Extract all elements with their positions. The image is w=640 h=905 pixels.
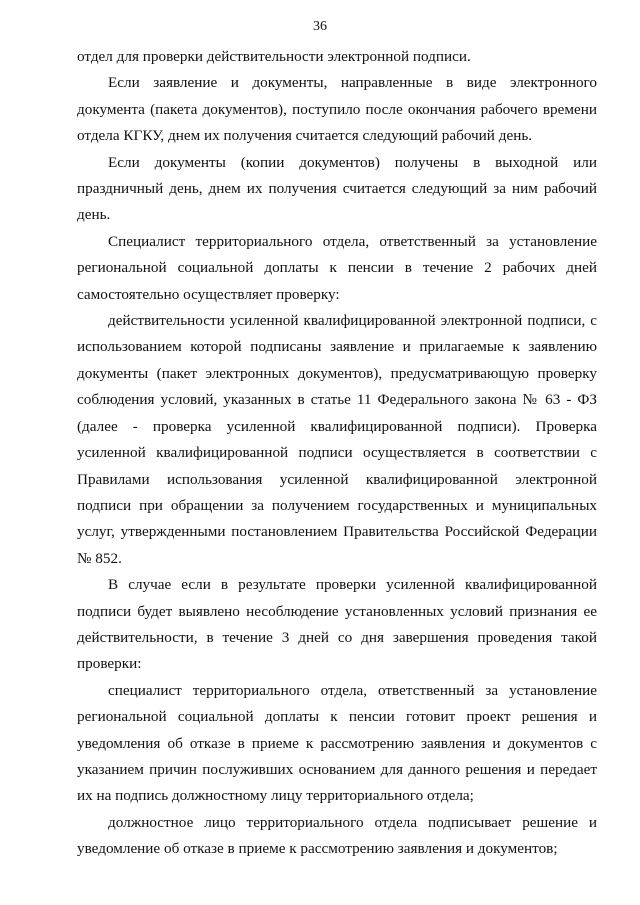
paragraph-signature-validity: действительности усиленной квалифицированной электронной подписи, с использованием которой подписаны заявление и прилагаемые к заявлению документы (пакет электронных документов), предусматривающую проверку соблюдения условий, указанных в статье 11 Федерального закона № 63 - ФЗ (далее - проверка усиленной квалифицированной подписи). Проверка усиленной квалифицированной подписи осуществляется в соответствии с Правилами использования усиленной квалифицированной электронной подписи при обращении за получением государственных и муниципальных услуг, утвержденными постановлением Правительства Российской Федерации № 852. <box>77 312 597 567</box>
paragraph-continuation: отдел для проверки действительности электронной подписи. <box>77 48 471 65</box>
paragraph-specialist-check: Специалист территориального отдела, ответственный за установление региональной социальной доплаты к пенсии в течение 2 рабочих дней самостоятельно осуществляет проверку: <box>77 232 597 303</box>
paragraph-holiday-receipt: Если документы (копии документов) получены в выходной или праздничный день, днем их получения считается следующий за ним рабочий день. <box>77 153 597 224</box>
document-body <box>77 44 597 863</box>
paragraph-official-signs: должностное лицо территориального отдела подписывает решение и уведомление об отказе в приеме к рассмотрению заявления и документов; <box>77 813 597 858</box>
paragraph-specialist-prepares: специалист территориального отдела, ответственный за установление региональной социальной доплаты к пенсии готовит проект решения и уведомления об отказе в приеме к рассмотрению заявления и документов с указанием причин послуживших основанием для данного решения и передает их на подпись должностному лицу территориального отдела; <box>77 681 597 805</box>
paragraph-invalid-signature: В случае если в результате проверки усиленной квалифицированной подписи будет выявлено несоблюдение установленных условий признания ее действительности, в течение 3 дней со дня завершения проведения такой проверки: <box>77 576 597 673</box>
paragraph-after-hours-receipt: Если заявление и документы, направленные в виде электронного документа (пакета документов), поступило после окончания рабочего времени отдела КГКУ, днем их получения считается следующий рабочий день. <box>77 74 597 145</box>
page-number: 36 <box>313 19 327 34</box>
